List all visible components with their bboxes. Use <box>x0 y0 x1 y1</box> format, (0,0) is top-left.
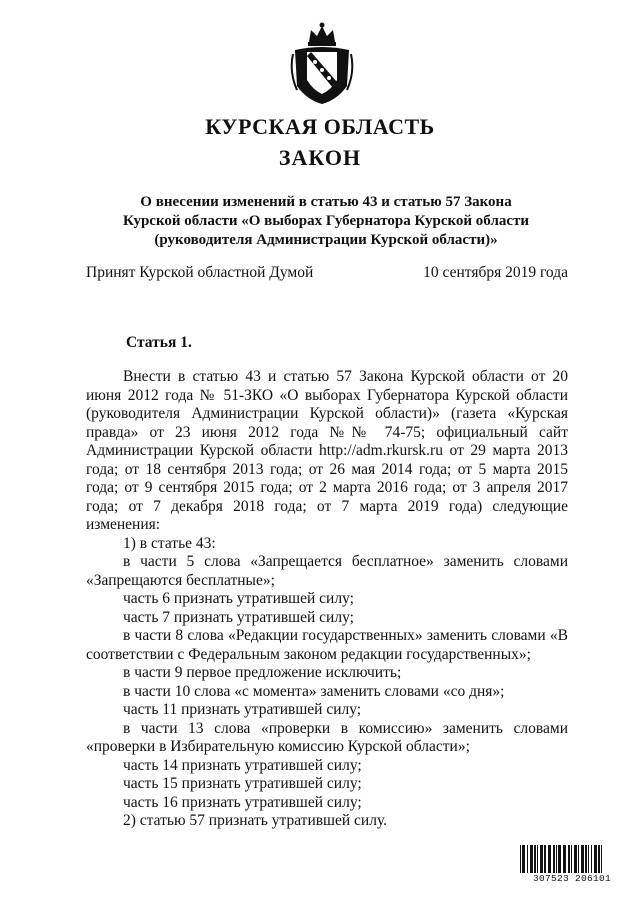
law-subject <box>110 193 542 250</box>
article-paragraph: в части 8 слова «Редакции государственных» заменить словами «В соответствии с Федеральным законом редакции государственных»; <box>86 627 568 663</box>
barcode-bar <box>574 845 577 873</box>
barcode-bar <box>571 845 572 873</box>
barcode-bar <box>591 845 592 873</box>
barcode-bar <box>522 845 525 873</box>
article-paragraph: в части 10 слова «с момента» заменить словами «со дня»; <box>123 682 505 700</box>
barcode-bar <box>540 845 543 873</box>
adoption-date: 10 сентября 2019 года <box>423 264 568 281</box>
barcode-bar <box>588 845 589 873</box>
barcode-bar <box>537 845 538 873</box>
barcode-bar <box>558 845 561 873</box>
article-paragraph: часть 15 признать утратившей силу; <box>123 775 362 792</box>
adopted-by: Принят Курской областной Думой <box>86 264 314 281</box>
article-paragraph: часть 11 признать утратившей силу; <box>123 701 362 718</box>
barcode-bar <box>578 845 579 873</box>
article-heading: Статья 1. <box>126 334 192 351</box>
article-paragraph: часть 16 признать утратившей силу; <box>123 793 362 811</box>
kursk-coat-of-arms-icon <box>289 20 355 106</box>
article-paragraph: часть 14 признать утратившей силу; <box>123 756 362 774</box>
barcode-bar <box>556 845 557 873</box>
subject-line: Курской области «О выборах Губернатора Курской области <box>122 213 530 229</box>
barcode-icon <box>519 845 625 873</box>
article-paragraph: часть 7 признать утратившей силу; <box>123 608 354 626</box>
barcode <box>519 845 625 885</box>
article-paragraph: Внести в статью 43 и статью 57 Закона Курской области от 20 июня 2012 года № 51-ЗКО «О выборах Губернатора Курской области (руководителя Администрации Курской области)» (газета «Курская правда» от 23 июня 2012 года №№ 74-75; официальный сайт Администрации Курской области http://adm.rkursk.ru от 29 марта 2013 года; от 18 сентября 2013 года; от 26 мая 2014 года; от 5 марта 2015 года; от 9 сентября 2015 года; от 2 марта 2016 года; от 3 апреля 2017 года; от 7 декабря 2018 года; от 7 марта 2019 года) следующие изменения: <box>86 368 568 533</box>
document-type-title: ЗАКОН <box>278 145 362 170</box>
barcode-bar <box>530 845 533 873</box>
article-paragraph: в части 13 слова «проверки в комиссию» заменить словами «проверки в Избирательную комиссию Курской области»; <box>86 719 568 755</box>
barcode-bar <box>568 845 570 873</box>
barcode-bar <box>548 845 551 873</box>
barcode-bar <box>527 845 528 873</box>
article-paragraph: часть 6 признать утратившей силу; <box>123 590 354 607</box>
article-paragraph: 2) статью 57 признать утратившей силу. <box>123 812 388 829</box>
barcode-bar <box>544 845 546 873</box>
barcode-bar <box>563 845 566 873</box>
barcode-bar <box>520 845 521 873</box>
article-paragraph: в части 5 слова «Запрещается бесплатное» заменить словами «Запрещаются бесплатные»; <box>86 553 568 589</box>
article-body <box>86 368 568 831</box>
barcode-bar <box>598 845 600 873</box>
subject-line: О внесении изменений в статью 43 и статью 57 Закона <box>140 194 512 210</box>
barcode-number: 307523 206101 <box>532 873 611 884</box>
barcode-bar <box>553 845 555 873</box>
barcode-bar <box>594 845 597 873</box>
article-paragraph: 1) в статье 43: <box>123 534 216 552</box>
barcode-bar <box>581 845 584 873</box>
barcode-bar <box>534 845 536 873</box>
barcode-bar <box>585 845 587 873</box>
region-title: КУРСКАЯ ОБЛАСТЬ <box>205 114 435 139</box>
subject-line: (руководителя Администрации Курской области)» <box>154 232 498 248</box>
barcode-bar <box>601 845 602 873</box>
article-paragraph: в части 9 первое предложение исключить; <box>123 664 402 681</box>
